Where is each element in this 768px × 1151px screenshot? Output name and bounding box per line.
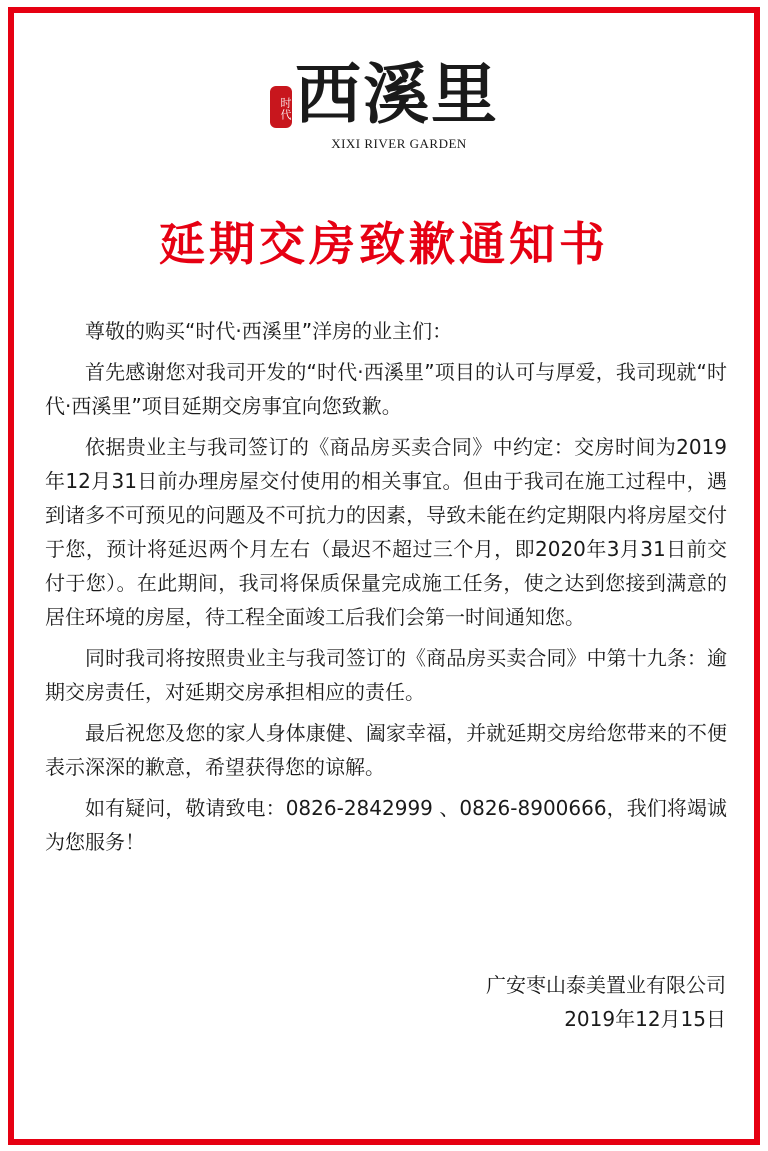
liability-paragraph: 同时我司将按照贵业主与我司签订的《商品房买卖合同》中第十九条：逾期交房责任，对延期交房承担相应的责任。 (45, 646, 727, 704)
contract-paragraph: 依据贵业主与我司签订的《商品房买卖合同》中约定：交房时间为2019年12月31日前办理房屋交付使用的相关事宜。但由于我司在施工过程中，遇到诸多不可预见的问题及不可抗力的因素，导致未能在约定期限内将房屋交付于您，预计将延迟两个月左右（最迟不超过三个月，即2020年3月31日前交付于您）。在此期间，我司将保质保量完成施工任务，使之达到您接到满意的居住环境的房屋，待工程全面竣工后我们会第一时间通知您。 (45, 435, 727, 629)
greeting-paragraph: 尊敬的购买“时代·西溪里”洋房的业主们： (85, 319, 453, 343)
signature-block (326, 968, 726, 1036)
notice-body (45, 314, 727, 866)
apology-paragraph: 首先感谢您对我司开发的“时代·西溪里”项目的认可与厚爱，我司现就“时代·西溪里”项目延期交房事宜向您致歉。 (45, 360, 727, 418)
notice-title: 延期交房致歉通知书 (159, 217, 609, 271)
notice-date: 2019年12月15日 (564, 1007, 726, 1031)
logo-name: 西溪里 (295, 55, 499, 133)
logo-subtitle: XIXI RIVER GARDEN (331, 136, 467, 151)
company-name: 广安枣山泰美置业有限公司 (486, 973, 726, 997)
brand-logo (0, 48, 768, 158)
contact-paragraph: 如有疑问，敬请致电：0826-2842999 、0826-8900666，我们将竭诚为您服务！ (45, 796, 727, 854)
wishes-paragraph: 最后祝您及您的家人身体康健、阖家幸福，并就延期交房给您带来的不便表示深深的歉意，希望获得您的谅解。 (45, 721, 727, 779)
logo-seal: 时代 (270, 86, 292, 128)
